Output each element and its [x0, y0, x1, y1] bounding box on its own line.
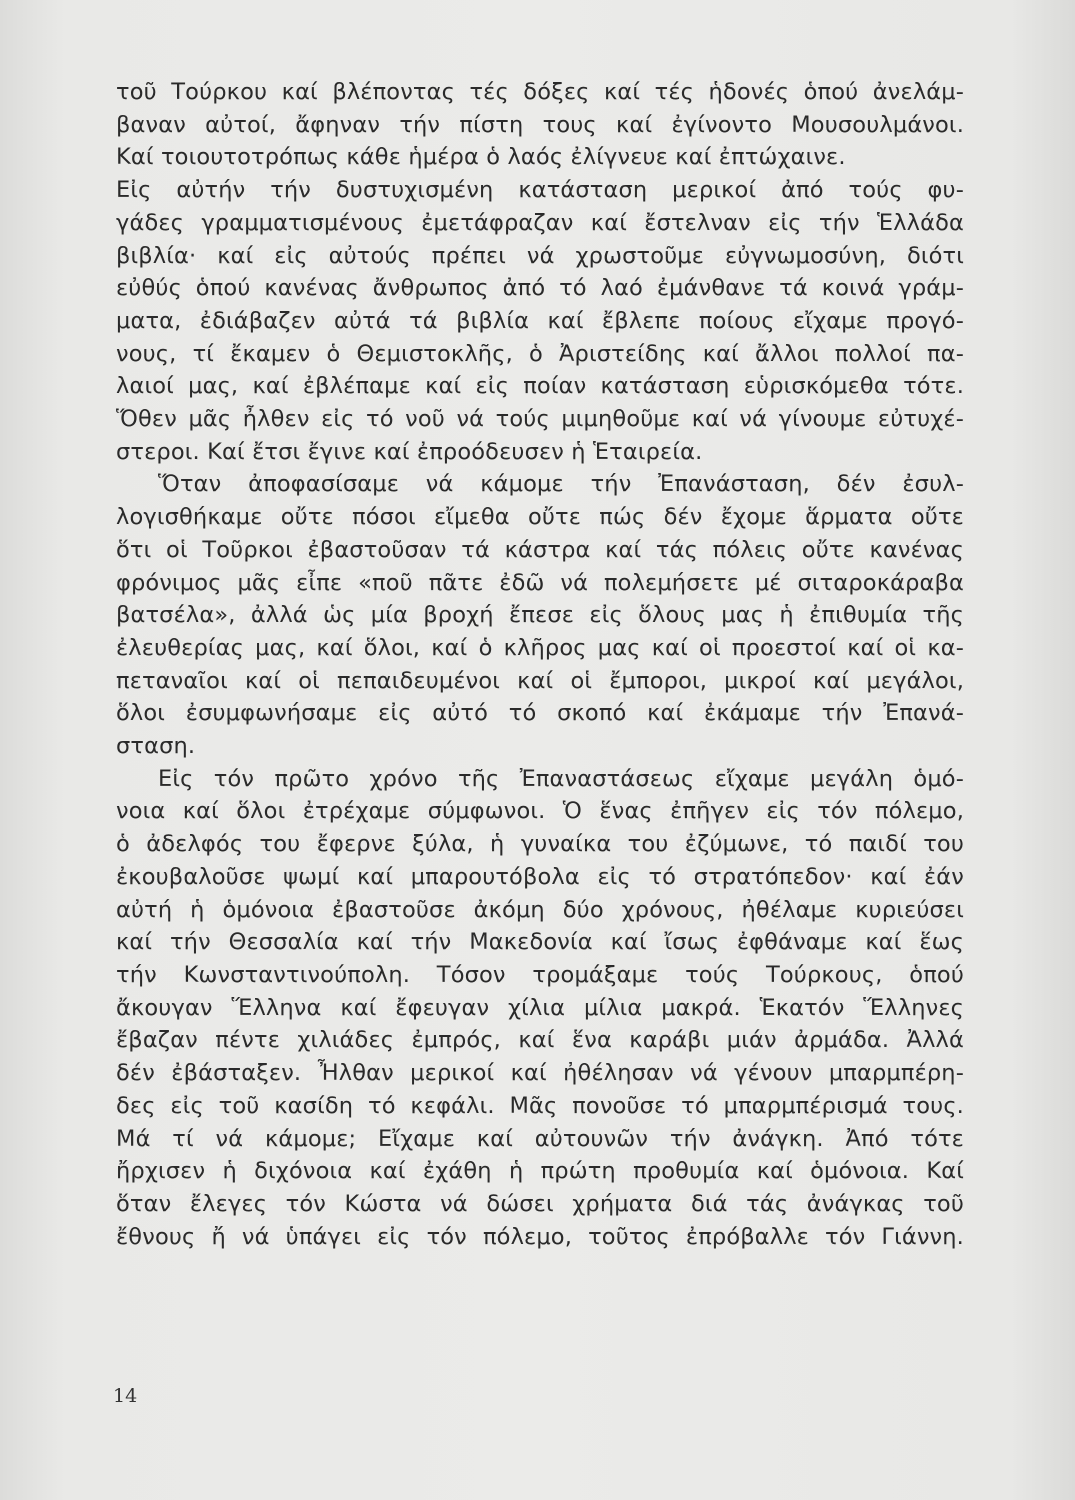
text-line: ἄκουγαν Ἕλληνα καί ἔφευγαν χίλια μίλια μακρά. Ἑκατόν Ἕλληνες	[116, 994, 964, 1021]
text-line: λογισθήκαμε οὔτε πόσοι εἴμεθα οὔτε πώς δέν ἔχομε ἅρματα οὔτε	[116, 504, 964, 531]
text-line: βατσέλα», ἀλλά ὡς μία βροχή ἔπεσε εἰς ὅλους μας ἡ ἐπιθυμία τῆς	[116, 602, 964, 629]
text-line: λαιοί μας, καί ἐβλέπαμε καί εἰς ποίαν κατάσταση εὑρισκόμεθα τότε.	[116, 373, 964, 400]
text-line: ἐλευθερίας μας, καί ὅλοι, καί ὁ κλῆρος μας καί οἱ προεστοί καί οἱ κα-	[116, 634, 964, 661]
text-line: σταση.	[116, 733, 196, 760]
text-line: φρόνιμος μᾶς εἶπε «ποῦ πᾶτε ἐδῶ νά πολεμήσετε μέ σιταροκάραβα	[116, 569, 964, 596]
text-line: ὅταν ἔλεγες τόν Κώστα νά δώσει χρήματα διά τάς ἀνάγκας τοῦ	[116, 1190, 964, 1217]
body-text	[116, 76, 964, 1253]
text-line: νοια καί ὅλοι ἐτρέχαμε σύμφωνοι. Ὁ ἕνας ἐπῆγεν εἰς τόν πόλεμο,	[116, 798, 964, 825]
text-line: Ὅθεν μᾶς ἦλθεν εἰς τό νοῦ νά τούς μιμηθοῦμε καί νά γίνουμε εὐτυχέ-	[116, 406, 964, 433]
text-line: καί τήν Θεσσαλία καί τήν Μακεδονία καί ἴσως ἐφθάναμε καί ἕως	[116, 929, 964, 956]
text-line: δέν ἐβάσταξεν. Ἦλθαν μερικοί καί ἠθέλησαν νά γένουν μπαρμπέρη-	[116, 1060, 964, 1087]
page-number: 14	[113, 1385, 138, 1407]
text-line: ὅλοι ἐσυμφωνήσαμε εἰς αὐτό τό σκοπό καί ἐκάμαμε τήν Ἐπανά-	[116, 700, 964, 727]
text-line: ἔθνους ἤ νά ὑπάγει εἰς τόν πόλεμο, τοῦτος ἐπρόβαλλε τόν Γιάννη.	[116, 1223, 964, 1250]
text-line: ἤρχισεν ἡ διχόνοια καί ἐχάθη ἡ πρώτη προθυμία καί ὁμόνοια. Καί	[116, 1158, 964, 1185]
text-line: Μά τί νά κάμομε; Εἴχαμε καί αὐτουνῶν τήν ἀνάγκη. Ἀπό τότε	[116, 1125, 964, 1152]
text-line: Καί τοιουτοτρόπως κάθε ἡμέρα ὁ λαός ἐλίγνευε καί ἐπτώχαινε.	[116, 144, 846, 171]
text-line: ὁ ἀδελφός του ἔφερνε ξύλα, ἡ γυναίκα του ἐζύμωνε, τό παιδί του	[116, 831, 964, 858]
text-line: τοῦ Τούρκου καί βλέποντας τές δόξες καί τές ἡδονές ὁπού ἀνελάμ-	[116, 79, 964, 105]
text-line: ἔβαζαν πέντε χιλιάδες ἐμπρός, καί ἕνα καράβι μιάν ἀρμάδα. Ἀλλά	[116, 1027, 964, 1054]
text-line: βαναν αὐτοί, ἄφηναν τήν πίστη τους καί ἐγίνοντο Μουσουλμάνοι.	[116, 111, 964, 138]
text-line: Εἰς αὐτήν τήν δυστυχισμένη κατάσταση μερικοί ἀπό τούς φυ-	[116, 177, 964, 204]
text-line: αὐτή ἡ ὁμόνοια ἐβαστοῦσε ἀκόμη δύο χρόνους, ἠθέλαμε κυριεύσει	[116, 896, 964, 923]
text-line: γάδες γραμματισμένους ἐμετάφραζαν καί ἔστελναν εἰς τήν Ἑλλάδα	[116, 209, 964, 236]
paragraph-start-line: Ὅταν ἀποφασίσαμε νά κάμομε τήν Ἐπανάσταση, δέν ἐσυλ-	[158, 471, 964, 498]
text-line: νους, τί ἔκαμεν ὁ Θεμιστοκλῆς, ὁ Ἀριστείδης καί ἄλλοι πολλοί πα-	[116, 340, 964, 367]
text-line: βιβλία· καί εἰς αὐτούς πρέπει νά χρωστοῦμε εὐγνωμοσύνη, διότι	[116, 242, 964, 269]
text-line: στεροι. Καί ἔτσι ἔγινε καί ἐπροόδευσεν ἡ Ἑταιρεία.	[116, 438, 703, 465]
paragraph-start-line: Εἰς τόν πρῶτο χρόνο τῆς Ἐπαναστάσεως εἴχαμε μεγάλη ὁμό-	[158, 765, 964, 792]
text-line: ὅτι οἱ Τοῦρκοι ἐβαστοῦσαν τά κάστρα καί τάς πόλεις οὔτε κανένας	[116, 536, 964, 563]
text-line: εὐθύς ὁπού κανένας ἄνθρωπος ἀπό τό λαό ἐμάνθανε τά κοινά γράμ-	[116, 275, 964, 302]
text-line: δες εἰς τοῦ κασίδη τό κεφάλι. Μᾶς πονοῦσε τό μπαρμπέρισμά τους.	[116, 1092, 964, 1119]
text-line: τήν Κωνσταντινούπολη. Τόσον τρομάξαμε τούς Τούρκους, ὁπού	[116, 961, 964, 988]
text-line: πεταναῖοι καί οἱ πεπαιδευμένοι καί οἱ ἔμποροι, μικροί καί μεγάλοι,	[116, 667, 964, 694]
text-line: ἐκουβαλοῦσε ψωμί καί μπαρουτόβολα εἰς τό στρατόπεδον· καί ἐάν	[116, 863, 964, 890]
text-line: ματα, ἐδιάβαζεν αὐτά τά βιβλία καί ἔβλεπε ποίους εἴχαμε προγό-	[116, 307, 964, 334]
